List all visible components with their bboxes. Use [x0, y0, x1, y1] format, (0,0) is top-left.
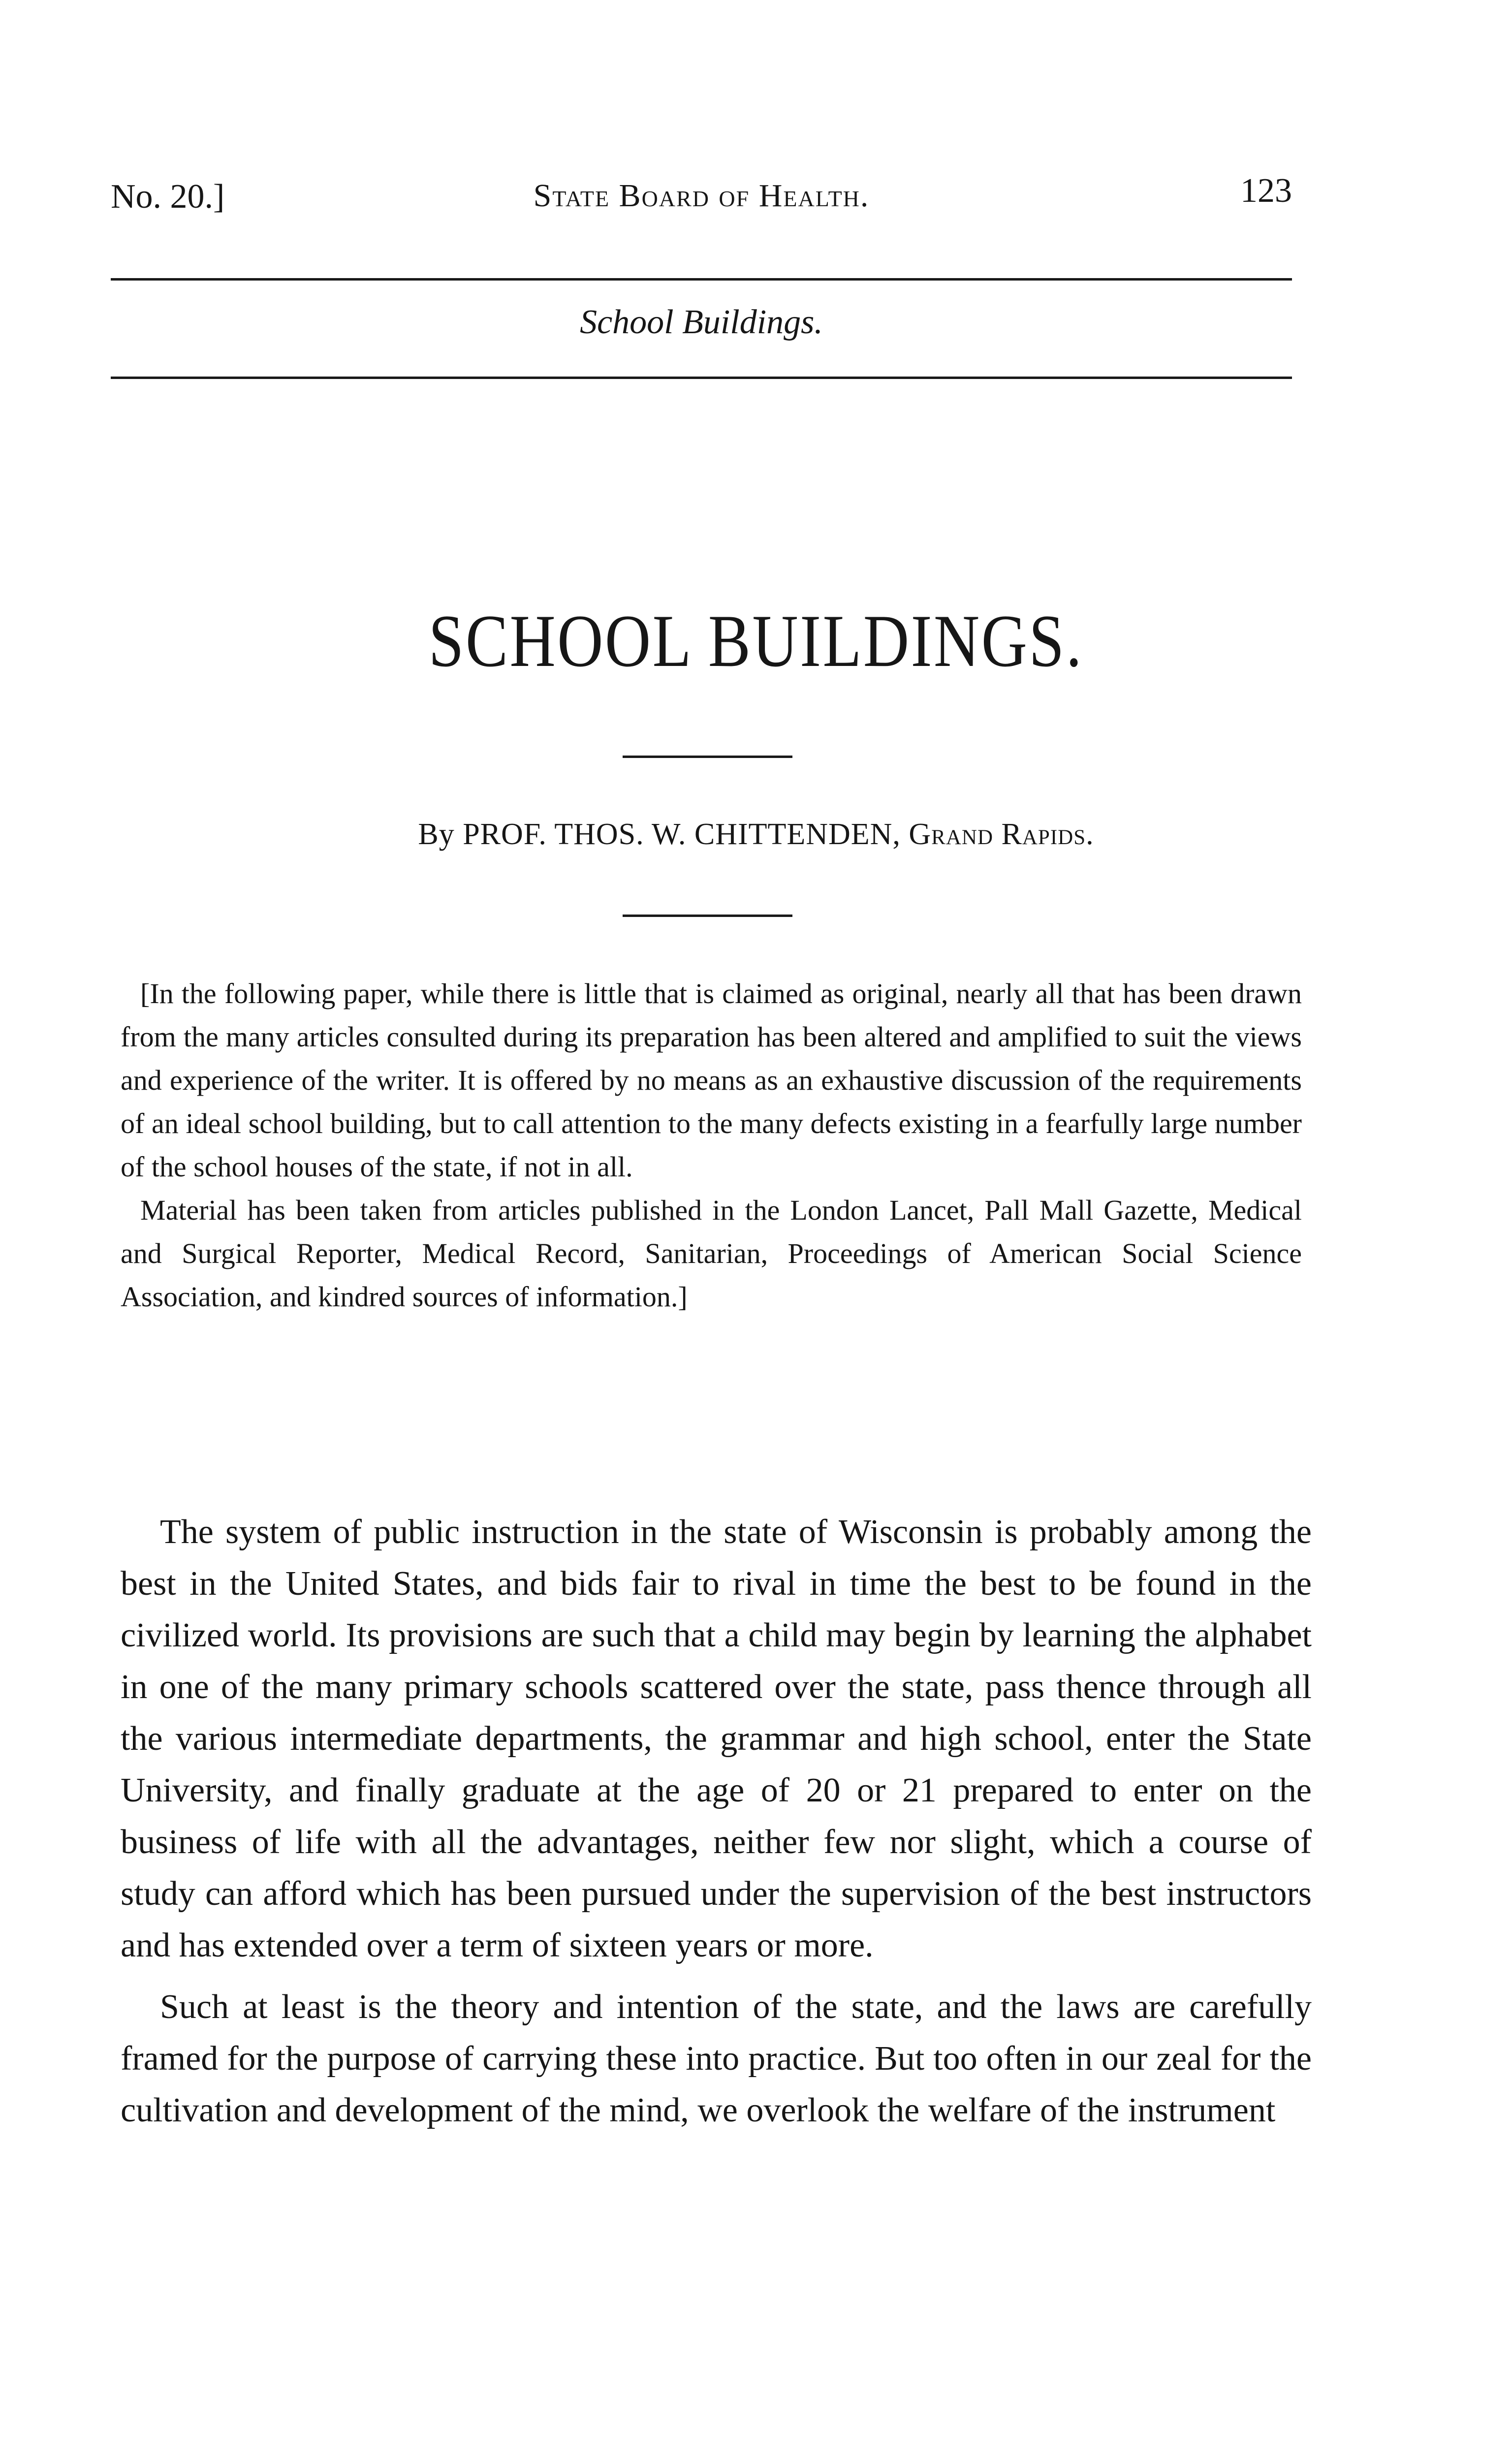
- intro-paragraph: [In the following paper, while there is little that is claimed as original, nearly all that has been drawn from the many articles consulted during its preparation has been altered and amplified to suit the views and experience of the writer. It is offered by no means as an exhaustive discussion of the requirements of an ideal school building, but to call attention to the many defects existing in a fearfully large number of the school houses of the state, if not in all.: [121, 978, 1302, 1183]
- body-paragraph: Such at least is the theory and intention of the state, and the laws are carefully framed for the purpose of carrying these into practice. But too often in our zeal for the cultivation and development of the mind, we overlook the welfare of the instrument: [121, 1988, 1312, 2129]
- article-title: SCHOOL BUILDINGS.: [428, 599, 1084, 682]
- section-title: School Buildings.: [580, 303, 823, 341]
- running-header: [111, 172, 1292, 226]
- running-title: State Board of Health.: [533, 178, 870, 214]
- editorial-note: [121, 972, 1302, 1319]
- article-body: [121, 1506, 1312, 2136]
- header-rule-top: [111, 278, 1292, 281]
- header-rule-bottom: [111, 377, 1292, 379]
- intro-paragraph: Material has been taken from articles published in the London Lancet, Pall Mall Gazette, Medical and Surgical Reporter, Medical Record, Sanitarian, Proceedings of American Social Science Association, and kindred sources of information.]: [121, 1194, 1302, 1313]
- byline-place: Grand Rapids.: [909, 818, 1094, 851]
- title-divider: [623, 756, 792, 758]
- document-number: No. 20.]: [111, 178, 225, 216]
- page-number: 123: [1240, 172, 1292, 210]
- byline: [0, 817, 1512, 852]
- byline-divider: [623, 915, 792, 917]
- byline-author: By PROF. THOS. W. CHITTENDEN,: [418, 818, 901, 851]
- body-paragraph: The system of public instruction in the state of Wisconsin is probably among the best in the United States, and bids fair to rival in time the best to be found in the civilized world. Its provisions are such that a child may begin by learning the alphabet in one of the many primary schools scattered over the state, pass thence through all the various intermediate departments, the grammar and high school, enter the State University, and finally graduate at the age of 20 or 21 prepared to enter on the business of life with all the advantages, neither few nor slight, which a course of study can afford which has been pursued under the supervision of the best instructors and has extended over a term of sixteen years or more.: [121, 1513, 1312, 1964]
